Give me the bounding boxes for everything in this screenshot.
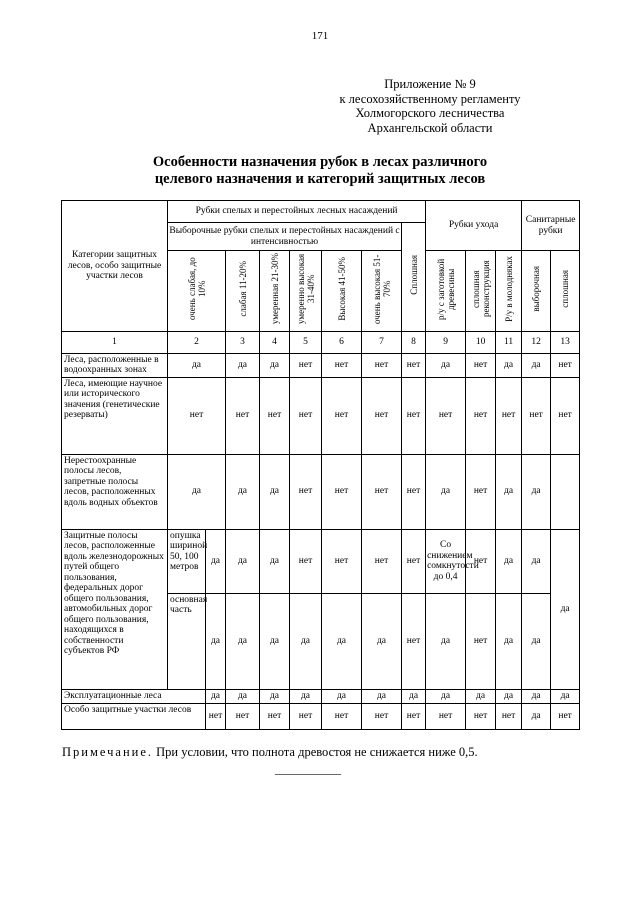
table-cell: да bbox=[426, 689, 466, 703]
column-number: 7 bbox=[362, 331, 402, 353]
header-col-label: выборочная bbox=[531, 266, 542, 312]
table-cell: нет bbox=[551, 703, 580, 729]
table-empty-cell bbox=[551, 454, 580, 529]
header-col-label: умеренная 21-30% bbox=[269, 253, 280, 325]
table-row bbox=[62, 377, 580, 454]
table-cell: нет bbox=[466, 454, 496, 529]
column-number: 10 bbox=[466, 331, 496, 353]
table-cell: да bbox=[290, 593, 322, 689]
table-cell: нет bbox=[322, 353, 362, 377]
table-cell: нет bbox=[402, 703, 426, 729]
header-mature-cuts: Рубки спелых и перестойных лесных насаждений bbox=[168, 201, 426, 223]
table-cell: да bbox=[522, 703, 551, 729]
sub-row-label: опушка шириной 50, 100 метров bbox=[168, 529, 206, 593]
table-cell: да bbox=[322, 689, 362, 703]
table-cell: да bbox=[168, 353, 226, 377]
header-col-label: Высокая 41-50% bbox=[336, 257, 347, 321]
table-cell: нет bbox=[466, 593, 496, 689]
table-cell: нет bbox=[290, 529, 322, 593]
column-number: 8 bbox=[402, 331, 426, 353]
column-number: 9 bbox=[426, 331, 466, 353]
table-cell: да bbox=[260, 689, 290, 703]
header-col-solid bbox=[402, 223, 426, 332]
table-cell: нет bbox=[260, 703, 290, 729]
table-cell: да bbox=[226, 529, 260, 593]
table-cell: нет bbox=[322, 703, 362, 729]
appendix-header bbox=[300, 77, 560, 135]
column-number: 5 bbox=[290, 331, 322, 353]
table-cell: нет bbox=[322, 529, 362, 593]
footnote bbox=[62, 745, 478, 760]
table-cell: да bbox=[522, 454, 551, 529]
table-cell: да bbox=[260, 353, 290, 377]
column-number: 3 bbox=[226, 331, 260, 353]
row-label: Леса, расположенные в водоохранных зонах bbox=[62, 353, 168, 377]
table-cell: нет bbox=[466, 529, 496, 593]
header-col bbox=[362, 251, 402, 332]
table-cell: да bbox=[206, 529, 226, 593]
header-col-label: слабая 11-20% bbox=[237, 261, 248, 317]
table-cell: нет bbox=[290, 353, 322, 377]
table-cell: да bbox=[522, 593, 551, 689]
separator-line: ___________ bbox=[275, 762, 341, 776]
table-cell: нет bbox=[322, 377, 362, 454]
header-col-label: сплошная bbox=[560, 270, 571, 308]
table-cell: да bbox=[426, 593, 466, 689]
appendix-line: Холмогорского лесничества bbox=[355, 106, 505, 120]
table-row bbox=[62, 529, 580, 593]
row-label: Защитные полосы лесов, расположенные вдоль железнодорожных путей общего пользования, федеральных дорог общего пользования, автомобильных дорог общего пользования, находящихся в собственности субъектов РФ bbox=[62, 529, 168, 689]
header-selective-cuts: Выборочные рубки спелых и перестойных насаждений с интенсивностью bbox=[168, 223, 402, 251]
header-col-label: Сплошная bbox=[408, 255, 419, 295]
column-number: 6 bbox=[322, 331, 362, 353]
table-row bbox=[62, 703, 580, 729]
table-cell: нет bbox=[362, 529, 402, 593]
table-cell-note: Со снижением сомкнутости до 0,4 bbox=[426, 529, 466, 593]
table-cell: да bbox=[522, 529, 551, 593]
table-cell: нет bbox=[402, 529, 426, 593]
table-cell: нет bbox=[522, 377, 551, 454]
title-line: целевого назначения и категорий защитных лесов bbox=[154, 171, 486, 187]
column-number: 13 bbox=[551, 331, 580, 353]
table-row bbox=[62, 353, 580, 377]
header-col-label: очень высокая 51-70% bbox=[371, 254, 392, 324]
column-number-row bbox=[62, 331, 580, 353]
column-number: 4 bbox=[260, 331, 290, 353]
table-cell: да bbox=[226, 353, 260, 377]
appendix-line: к лесохозяйственному регламенту bbox=[339, 91, 521, 106]
table-cell: да bbox=[362, 689, 402, 703]
appendix-line: Приложение № 9 bbox=[384, 77, 476, 91]
table-cell: нет bbox=[466, 703, 496, 729]
table-row bbox=[62, 689, 580, 703]
header-care-cuts: Рубки ухода bbox=[426, 201, 522, 251]
column-number: 11 bbox=[496, 331, 522, 353]
page-number: 171 bbox=[311, 30, 329, 42]
footnote-label: Примечание. bbox=[62, 745, 154, 759]
table-cell: да bbox=[522, 689, 551, 703]
table-cell: да bbox=[226, 593, 260, 689]
header-col bbox=[522, 251, 551, 332]
table-cell: нет bbox=[226, 377, 260, 454]
footnote-text: При условии, что полнота древостоя не снижается ниже 0,5. bbox=[156, 745, 478, 759]
table-cell: нет bbox=[551, 353, 580, 377]
table-cell: да bbox=[496, 593, 522, 689]
header-col bbox=[466, 251, 496, 332]
table-cell: да bbox=[226, 689, 260, 703]
table-cell: нет bbox=[226, 703, 260, 729]
header-col bbox=[260, 251, 290, 332]
table-cell: нет bbox=[322, 454, 362, 529]
table-cell: нет bbox=[496, 703, 522, 729]
table-cell: да bbox=[260, 454, 290, 529]
row-label: Особо защитные участки лесов bbox=[62, 703, 206, 729]
table-cell: да bbox=[290, 689, 322, 703]
header-col-label: Р/у в молодняках bbox=[503, 256, 514, 322]
table-cell: да bbox=[206, 593, 226, 689]
document-title bbox=[0, 154, 640, 188]
table-cell: да bbox=[426, 454, 466, 529]
table-cell: да bbox=[496, 689, 522, 703]
column-number: 12 bbox=[522, 331, 551, 353]
table-cell: да bbox=[496, 454, 522, 529]
table-cell: нет bbox=[290, 377, 322, 454]
header-col bbox=[322, 251, 362, 332]
table-cell: нет bbox=[466, 377, 496, 454]
header-categories: Категории защитных лесов, особо защитные участки лесов bbox=[62, 201, 168, 332]
table-cell: да bbox=[522, 353, 551, 377]
table-cell: нет bbox=[426, 377, 466, 454]
table-cell: да bbox=[426, 353, 466, 377]
header-col bbox=[426, 251, 466, 332]
table-cell: нет bbox=[362, 454, 402, 529]
row-label: Нерестоохранные полосы лесов, запретные полосы лесов, расположенных вдоль водных объектов bbox=[62, 454, 168, 529]
header-col bbox=[551, 251, 580, 332]
header-col-label: умеренно высокая 31-40% bbox=[295, 253, 316, 325]
cutting-table bbox=[61, 200, 580, 730]
table-cell: да bbox=[260, 529, 290, 593]
table-cell: да bbox=[402, 689, 426, 703]
table-cell: нет bbox=[402, 593, 426, 689]
table-cell: да bbox=[496, 529, 522, 593]
table-cell: да bbox=[168, 454, 226, 529]
row-label: Леса, имеющие научное или исторического значения (генетические резерваты) bbox=[62, 377, 168, 454]
table-cell: нет bbox=[206, 703, 226, 729]
table-cell: нет bbox=[551, 377, 580, 454]
header-col-label: очень слабая, до 10% bbox=[186, 257, 207, 321]
header-col bbox=[496, 251, 522, 332]
column-number: 2 bbox=[168, 331, 226, 353]
table-cell: да bbox=[551, 529, 580, 689]
table-cell: нет bbox=[290, 454, 322, 529]
header-sanitary-cuts: Санитарные рубки bbox=[522, 201, 580, 251]
table-cell: нет bbox=[260, 377, 290, 454]
header-col bbox=[290, 251, 322, 332]
table-cell: да bbox=[496, 353, 522, 377]
table-cell: да bbox=[206, 689, 226, 703]
table-cell: нет bbox=[402, 454, 426, 529]
table-cell: да bbox=[362, 593, 402, 689]
table-cell: да bbox=[466, 689, 496, 703]
table-cell: нет bbox=[402, 377, 426, 454]
header-col bbox=[226, 251, 260, 332]
header-col-label: сплошная реконструкция bbox=[470, 260, 491, 318]
table-cell: да bbox=[260, 593, 290, 689]
table-cell: нет bbox=[496, 377, 522, 454]
table-cell: нет bbox=[362, 353, 402, 377]
header-col-label: р/у с заготовкой древесины bbox=[435, 258, 456, 320]
sub-row-label: основная часть bbox=[168, 593, 206, 689]
table-cell: нет bbox=[426, 703, 466, 729]
row-label: Эксплуатационные леса bbox=[62, 689, 206, 703]
table-cell: нет bbox=[362, 703, 402, 729]
table-cell: да bbox=[551, 689, 580, 703]
title-line: Особенности назначения рубок в лесах различного bbox=[152, 154, 488, 170]
table-cell: да bbox=[226, 454, 260, 529]
header-col bbox=[168, 251, 226, 332]
table-cell: нет bbox=[466, 353, 496, 377]
table-cell: нет bbox=[362, 377, 402, 454]
column-number: 1 bbox=[62, 331, 168, 353]
appendix-line: Архангельской области bbox=[367, 120, 493, 135]
table-row bbox=[62, 454, 580, 529]
table-cell: нет bbox=[402, 353, 426, 377]
table-cell: нет bbox=[290, 703, 322, 729]
table-cell: да bbox=[322, 593, 362, 689]
table-cell: нет bbox=[168, 377, 226, 454]
